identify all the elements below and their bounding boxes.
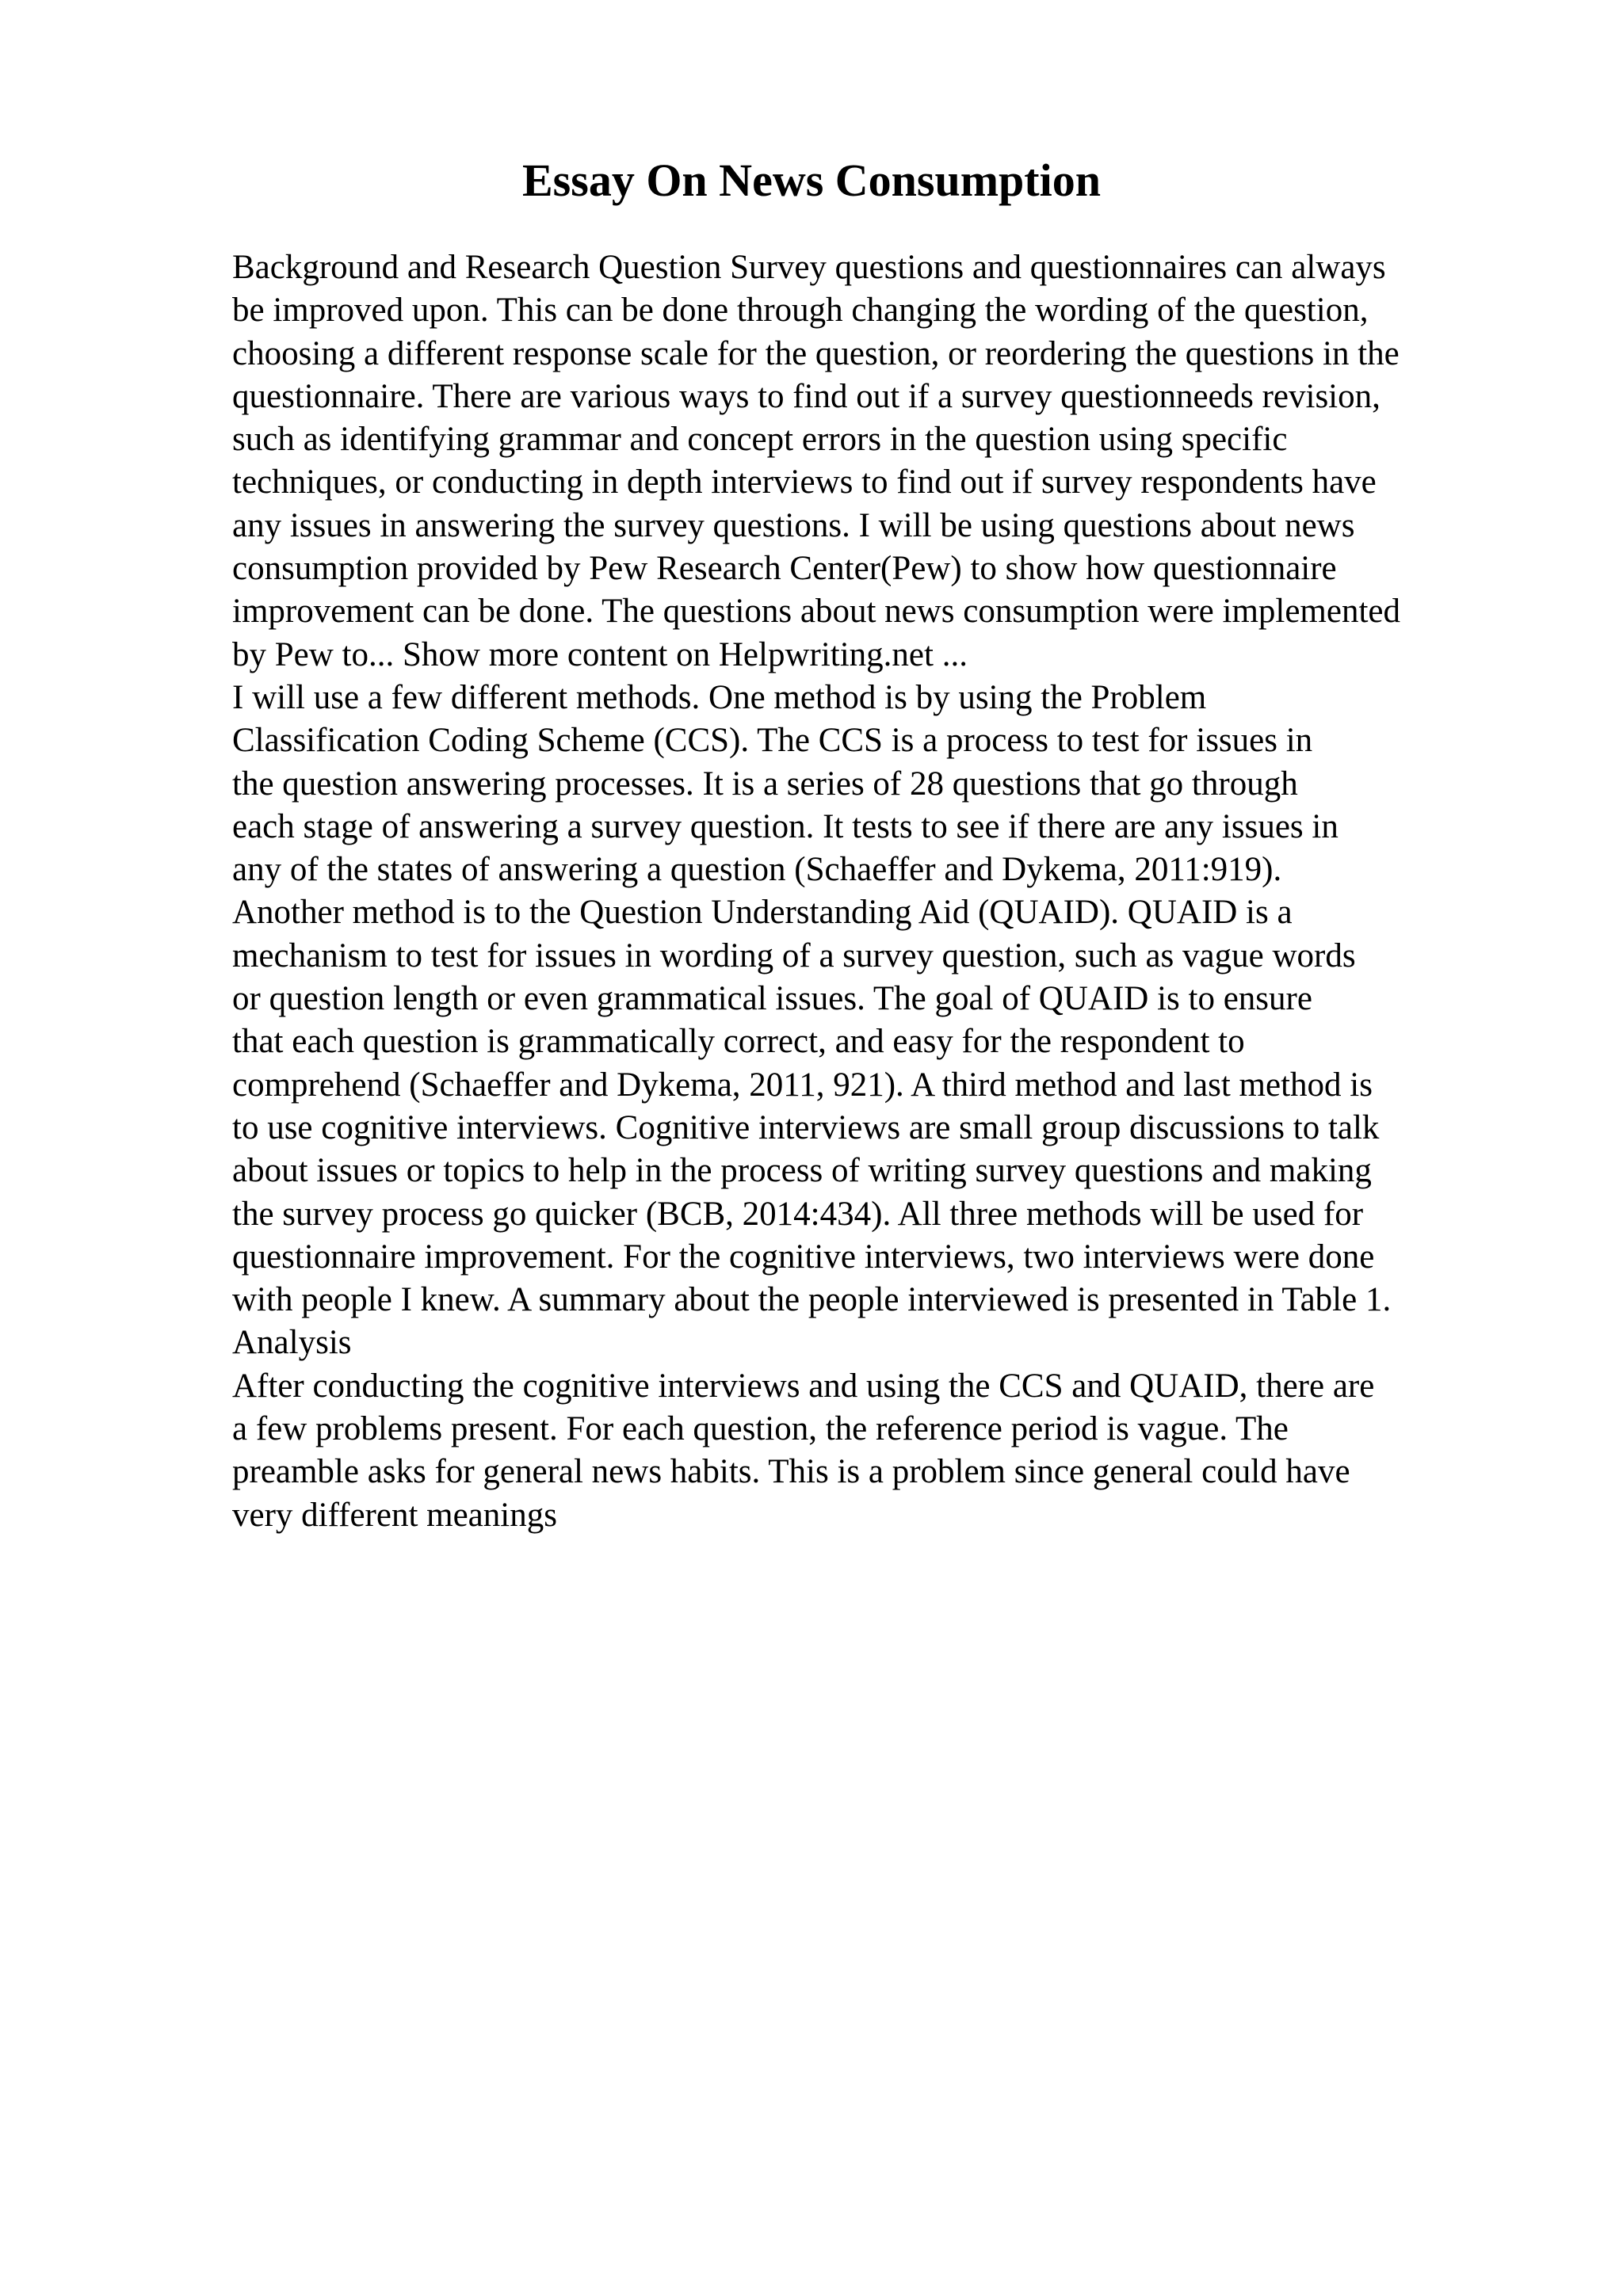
- text-line: very different meanings: [232, 1496, 557, 1534]
- text-line: by Pew to... Show more content on Helpwriting.net ...: [232, 635, 968, 673]
- text-line: any of the states of answering a question (Schaeffer and Dykema, 2011:919).: [232, 851, 1282, 889]
- text-line: After conducting the cognitive interviews and using the CCS and QUAID, there are: [232, 1367, 1375, 1405]
- text-line: about issues or topics to help in the process of writing survey questions and making: [232, 1152, 1372, 1190]
- document-title: Essay On News Consumption: [521, 154, 1101, 206]
- text-line: the survey process go quicker (BCB, 2014:434). All three methods will be used for: [232, 1195, 1364, 1233]
- text-line: questionnaire improvement. For the cognitive interviews, two interviews were done: [232, 1238, 1375, 1276]
- text-line: the question answering processes. It is a series of 28 questions that go through: [232, 765, 1298, 803]
- text-line: consumption provided by Pew Research Center(Pew) to show how questionnaire: [232, 550, 1337, 588]
- text-line: with people I knew. A summary about the people interviewed is presented in Table 1.: [232, 1281, 1392, 1319]
- text-line: a few problems present. For each question, the reference period is vague. The: [232, 1410, 1289, 1448]
- text-line: improvement can be done. The questions about news consumption were implemented: [232, 593, 1400, 631]
- text-line: I will use a few different methods. One method is by using the Problem: [232, 678, 1207, 716]
- text-line: or question length or even grammatical issues. The goal of QUAID is to ensure: [232, 980, 1312, 1018]
- text-line: questionnaire. There are various ways to find out if a survey questionneeds revision,: [232, 377, 1381, 415]
- section-heading-analysis: Analysis: [232, 1324, 352, 1362]
- text-line: such as identifying grammar and concept errors in the question using specific: [232, 421, 1288, 459]
- text-line: Background and Research Question Survey questions and questionnaires can always: [232, 249, 1386, 286]
- text-line: choosing a different response scale for the question, or reordering the questions in the: [232, 334, 1400, 372]
- text-line: any issues in answering the survey questions. I will be using questions about news: [232, 506, 1355, 544]
- text-line: Another method is to the Question Understanding Aid (QUAID). QUAID is a: [232, 894, 1293, 932]
- text-line: to use cognitive interviews. Cognitive interviews are small group discussions to talk: [232, 1108, 1380, 1146]
- text-line: preamble asks for general news habits. This is a problem since general could have: [232, 1453, 1350, 1491]
- text-line: each stage of answering a survey question. It tests to see if there are any issues in: [232, 807, 1338, 845]
- text-line: that each question is grammatically correct, and easy for the respondent to: [232, 1023, 1245, 1061]
- text-line: comprehend (Schaeffer and Dykema, 2011, 921). A third method and last method is: [232, 1066, 1373, 1104]
- text-line: techniques, or conducting in depth interviews to find out if survey respondents have: [232, 463, 1377, 502]
- essay-body: [232, 246, 1516, 1537]
- text-line: Classification Coding Scheme (CCS). The CCS is a process to test for issues in: [232, 722, 1313, 760]
- text-line: be improved upon. This can be done through changing the wording of the question,: [232, 292, 1369, 330]
- text-line: mechanism to test for issues in wording of a survey question, such as vague words: [232, 936, 1356, 974]
